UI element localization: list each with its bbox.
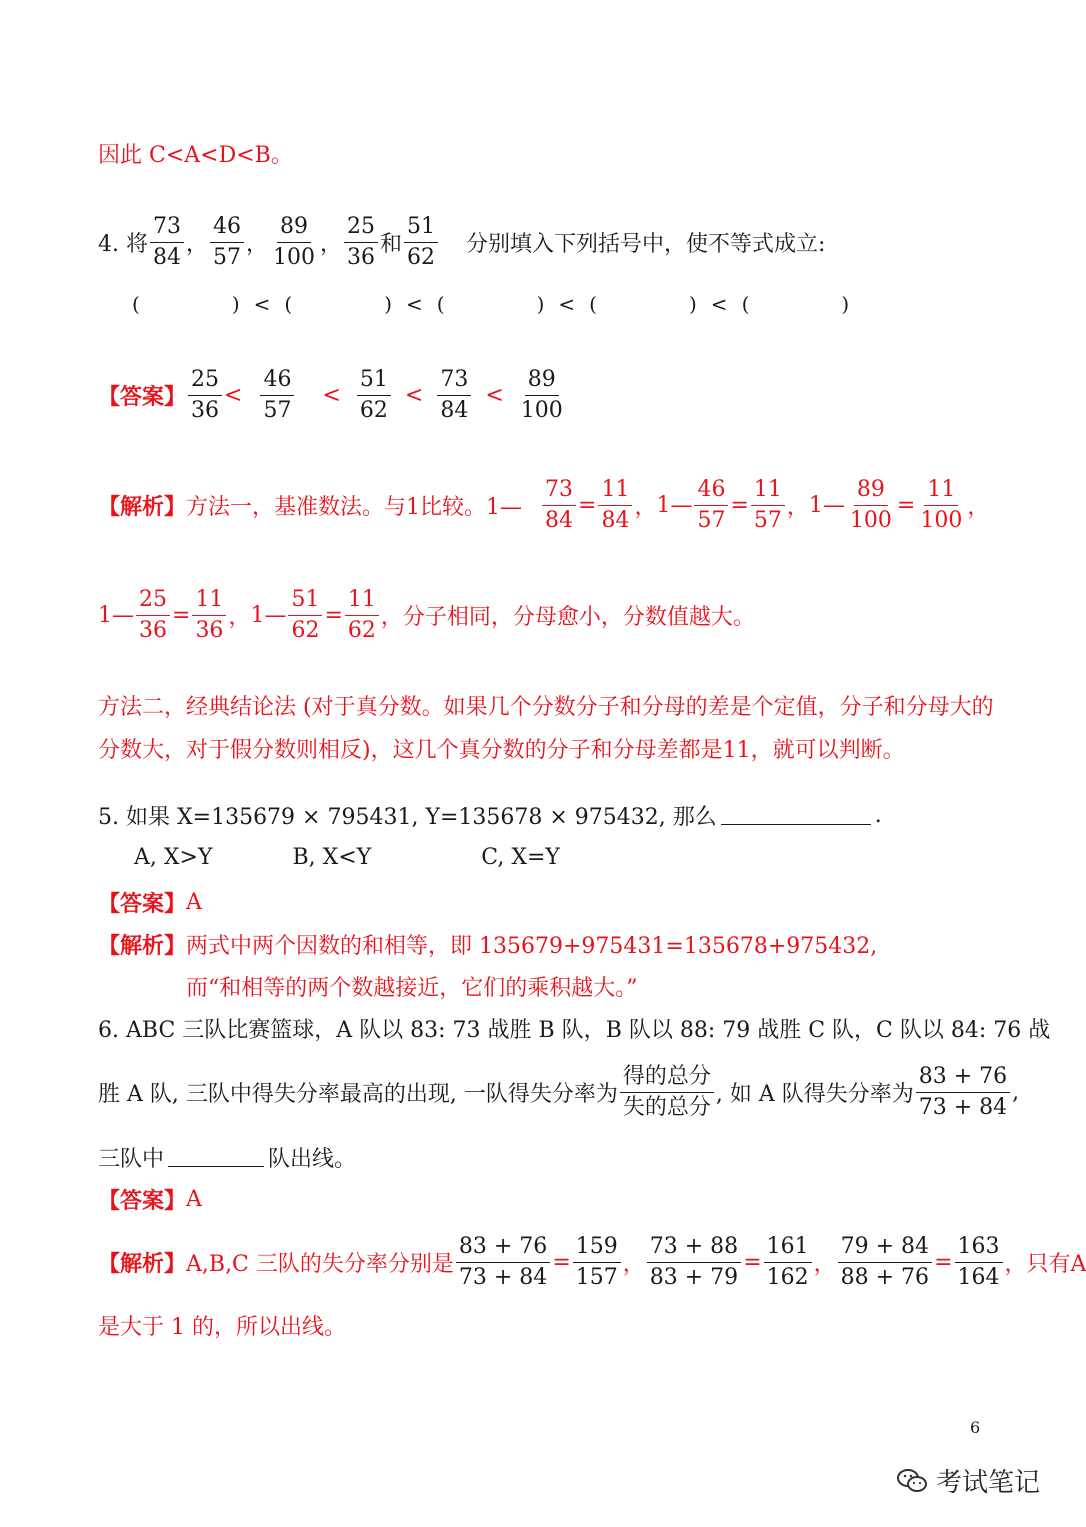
fraction: $\frac{11}{62}$ — [345, 587, 379, 644]
q5-analysis-line1: 【解析】 两式中两个因数的和相等，即 135679+975431=135678+975432, — [98, 929, 877, 960]
fraction: $\frac{73 + 88}{83 + 79}$ — [647, 1234, 741, 1291]
answer-tag: 【答案】 — [98, 1188, 187, 1214]
fraction: $\frac{46}{57}$ — [260, 367, 294, 424]
fraction: $\frac{51}{62}$ — [404, 214, 438, 271]
q5-analysis-line2: 而“和相等的两个数越接近，它们的乘积越大。” — [186, 976, 638, 1001]
watermark — [896, 1462, 1040, 1499]
answer-tag: 【答案】 — [98, 891, 187, 917]
fraction: $\frac{89}{100}$ — [849, 476, 892, 533]
q6-stem-line1: 6. ABC 三队比赛篮球，A 队以 83: 73 战胜 B 队，B 队以 88: 79 战胜 C 队，C 队以 84: 76 战 — [98, 1018, 1051, 1043]
fraction: $\frac{73}{84}$ — [150, 214, 184, 271]
answer-blank — [721, 822, 871, 825]
q4-analysis-line2: 1— $\frac{25}{36}$ = $\frac{11}{36}$ ， 1— $\frac{51}{62}$ = $\frac{11}{62}$ ，分子相同，分母愈小，分数值越大。 — [98, 586, 755, 643]
fraction: $\frac{25}{36}$ — [344, 214, 378, 271]
q5-options — [134, 845, 560, 870]
q4-analysis-line1: 【解析】 方法一，基准数法。与1比较。1— $\frac{73}{84}$ = $\frac{11}{84}$ ， 1— $\frac{46}{57}$ = $\frac{11}{57}$ ， 1— $\frac{89}{100}$ = $\frac{11}{100}$ ， — [98, 476, 990, 533]
q5-stem: 5. 如果 X=135679 × 795431, Y=135678 × 975432, 那么 . — [98, 803, 882, 830]
q4-instruction: 分别填入下列括号中，使不等式成立: — [466, 231, 826, 257]
fraction: $\frac{79 + 84}{88 + 76}$ — [838, 1234, 932, 1291]
fraction: $\frac{11}{84}$ — [598, 477, 632, 534]
fraction: $\frac{25}{36}$ — [188, 367, 222, 424]
page-number: 6 — [970, 1418, 981, 1437]
fraction: $\frac{51}{62}$ — [288, 587, 322, 644]
q6-stem-line2: 胜 A 队, 三队中得失分率最高的出现, 一队得失分率为 $\frac{\text{得的总分}}{\text{失的总分}}$ , 如 A 队得失分率为 $\frac{83 + 76}{73 + 84}$ , — [98, 1063, 1020, 1120]
fraction: $\frac{161}{162}$ — [764, 1234, 812, 1291]
option-c: C, X=Y — [481, 845, 560, 870]
q4-stem: 4. 将 $\frac{73}{84}$ ， $\frac{46}{57}$ ， $\frac{89}{100}$ ， $\frac{25}{36}$ 和 $\frac{51}{62}$ 分别填入下列括号中，使不等式成立: — [98, 213, 826, 270]
conclusion-text: 因此 C<A<D<B。 — [98, 143, 293, 168]
fraction: $\frac{83 + 76}{73 + 84}$ — [456, 1234, 550, 1291]
fraction: $\frac{51}{62}$ — [357, 367, 391, 424]
analysis-tag: 【解析】 — [98, 933, 187, 959]
fraction: $\frac{89}{100}$ — [273, 213, 316, 270]
fraction: $\frac{46}{57}$ — [210, 214, 244, 271]
fraction: $\frac{46}{57}$ — [694, 477, 728, 534]
answer-tag: 【答案】 — [98, 383, 187, 410]
analysis-tag: 【解析】 — [98, 1250, 187, 1277]
fraction: $\frac{73}{84}$ — [437, 367, 471, 424]
fraction: $\frac{83 + 76}{73 + 84}$ — [916, 1064, 1010, 1121]
q6-analysis-line2: 是大于 1 的，所以出线。 — [98, 1315, 346, 1340]
wechat-icon — [896, 1467, 928, 1495]
watermark-text: 考试笔记 — [936, 1468, 1041, 1498]
fraction: $\frac{89}{100}$ — [520, 366, 563, 423]
fraction: $\frac{73}{84}$ — [542, 477, 576, 534]
q4-method2-line1: 方法二，经典结论法 (对于真分数。如果几个分数分子和分母的差是个定值，分子和分母大的 — [98, 695, 994, 720]
fraction: $\frac{163}{164}$ — [955, 1234, 1003, 1291]
q4-number: 4. 将 — [98, 231, 148, 257]
fraction: $\frac{11}{100}$ — [920, 476, 963, 533]
option-b: B, X<Y — [292, 845, 372, 870]
q4-blanks: ( ) < ( ) < ( ) < ( ) < ( ) — [132, 292, 850, 316]
q5-answer: 【答案】 A — [98, 887, 202, 918]
q4-method2-line2: 分数大，对于假分数则相反)，这几个真分数的分子和分母差都是11，就可以判断。 — [98, 738, 905, 763]
fraction: $\frac{\text{得的总分}}{\text{失的总分}}$ — [620, 1064, 714, 1121]
fraction: $\frac{159}{157}$ — [573, 1234, 621, 1291]
q6-analysis-line1: 【解析】 A,B,C 三队的失分率分别是 $\frac{83 + 76}{73 + 84}$ = $\frac{159}{157}$ ， $\frac{73 + 88}{83 + 79}$ = $\frac{161}{162}$ ， $\frac{79 + 84}{88 + 76}$ = $\frac{163}{164}$ ， 只有A — [98, 1233, 1086, 1290]
fraction: $\frac{11}{57}$ — [751, 477, 785, 534]
q6-stem-line3: 三队中 队出线。 — [98, 1147, 357, 1172]
conclusion-line — [98, 138, 293, 169]
answer-blank — [168, 1164, 264, 1167]
q4-answer: 【答案】 $\frac{25}{36}$ < $\frac{46}{57}$ < $\frac{51}{62}$ < $\frac{73}{84}$ < $\frac{89}{100}$ — [98, 365, 568, 425]
fraction: $\frac{11}{36}$ — [192, 587, 226, 644]
analysis-tag: 【解析】 — [98, 493, 187, 520]
option-a: A, X>Y — [134, 845, 213, 870]
q6-answer: 【答案】 A — [98, 1184, 202, 1215]
fraction: $\frac{25}{36}$ — [136, 587, 170, 644]
